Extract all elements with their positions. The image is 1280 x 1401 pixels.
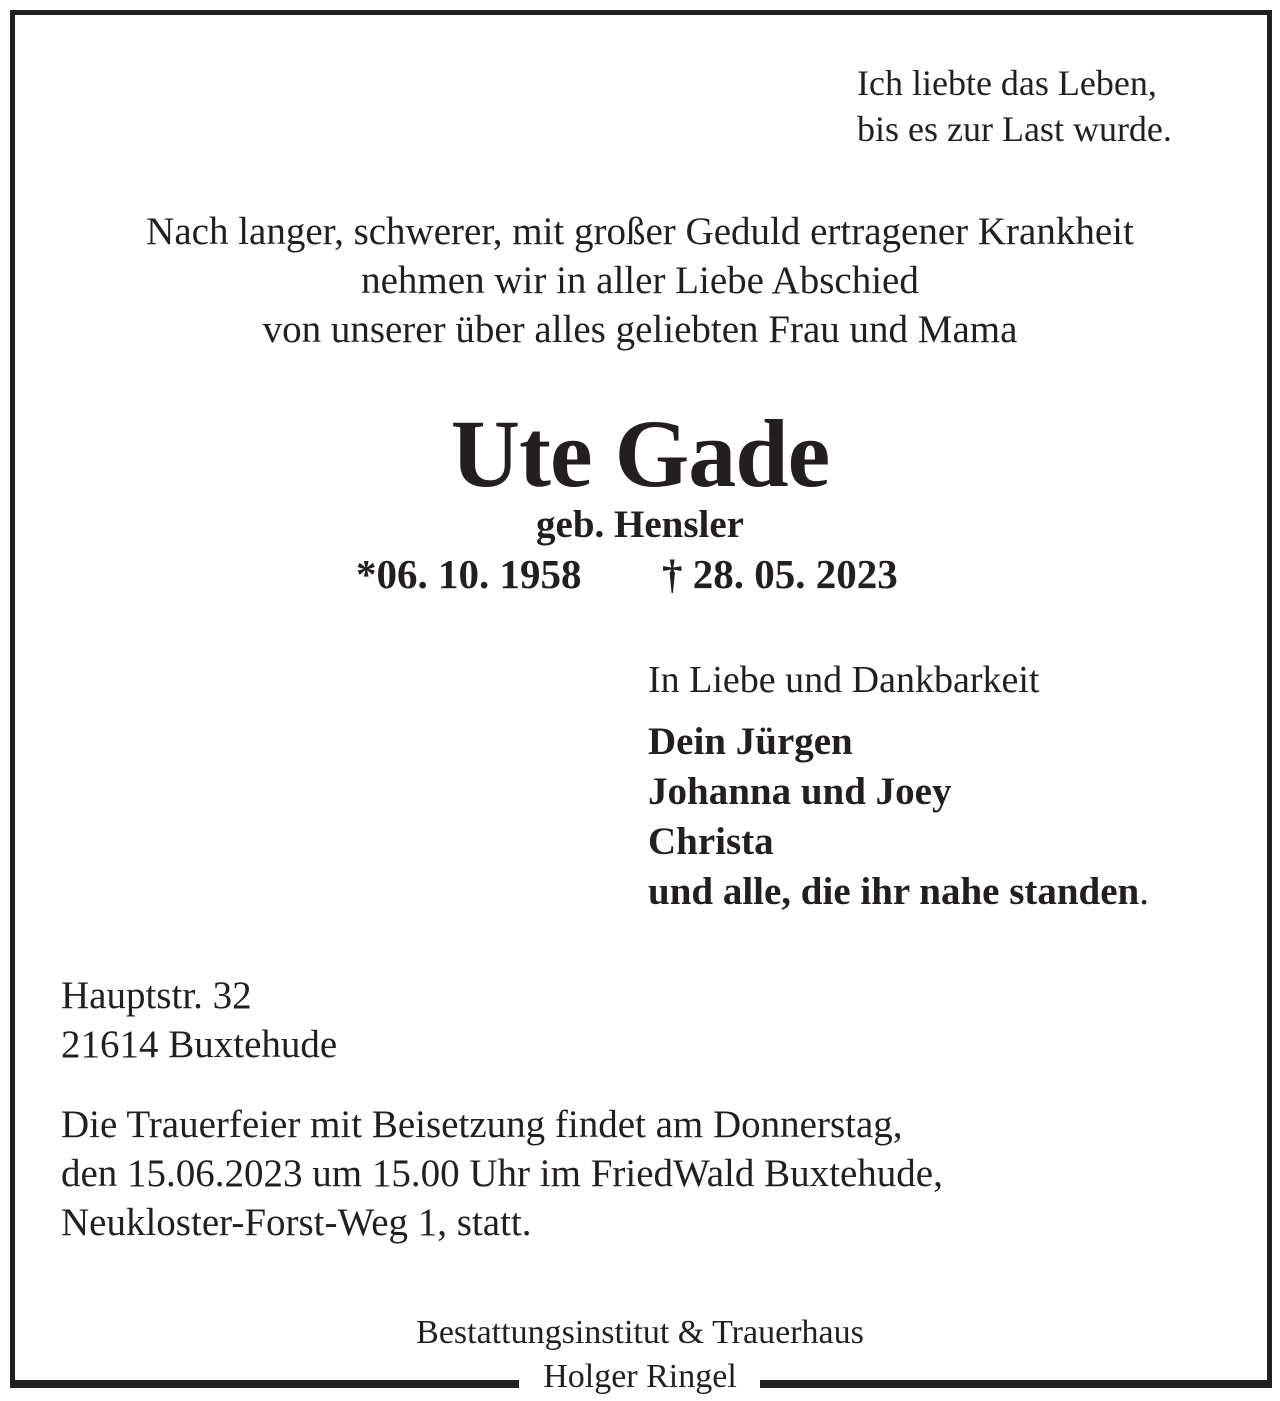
undertaker-line-1: Bestattungsinstitut & Trauerhaus (416, 1314, 864, 1351)
undertaker (0, 1311, 1280, 1399)
funeral-line-1: Die Trauerfeier mit Beisetzung findet am Donnerstag, (61, 1103, 903, 1146)
funeral-line-3: Neukloster-Forst-Weg 1, statt. (61, 1201, 532, 1244)
family-address (61, 971, 337, 1069)
motto-line-1: Ich liebte das Leben, (857, 63, 1157, 103)
mourners-list (648, 717, 1149, 917)
birth-date: *06. 10. 1958 (356, 551, 582, 597)
intro-line-3: von unserer über alles geliebten Frau und Mama (262, 308, 1018, 351)
motto-line-2: bis es zur Last wurde. (857, 109, 1172, 149)
motto (857, 60, 1172, 152)
address-street: Hauptstr. 32 (61, 974, 252, 1017)
intro-line-2: nehmen wir in aller Liebe Abschied (361, 259, 919, 302)
deceased-name: Ute Gade (450, 400, 830, 507)
address-city: 21614 Buxtehude (61, 1023, 338, 1066)
mourner-name: Johanna und Joey (648, 770, 952, 813)
mourner-name: Dein Jürgen (648, 720, 853, 763)
mourners-closing-punct: . (1139, 870, 1150, 913)
intro-line-1: Nach langer, schwerer, mit großer Geduld ertragener Krankheit (146, 210, 1134, 253)
mourners-closing: und alle, die ihr nahe standen (648, 870, 1140, 913)
mourner-name: Christa (648, 820, 774, 863)
mourners-intro: In Liebe und Dankbarkeit (648, 659, 1040, 701)
death-date: † 28. 05. 2023 (662, 551, 898, 597)
undertaker-line-2: Holger Ringel (543, 1358, 737, 1395)
funeral-line-2: den 15.06.2023 um 15.00 Uhr im FriedWald Buxtehude, (61, 1152, 943, 1195)
funeral-info (61, 1100, 943, 1247)
mourners-closing-line (648, 867, 1149, 917)
intro-text (0, 207, 1280, 354)
maiden-name: geb. Hensler (536, 503, 744, 546)
